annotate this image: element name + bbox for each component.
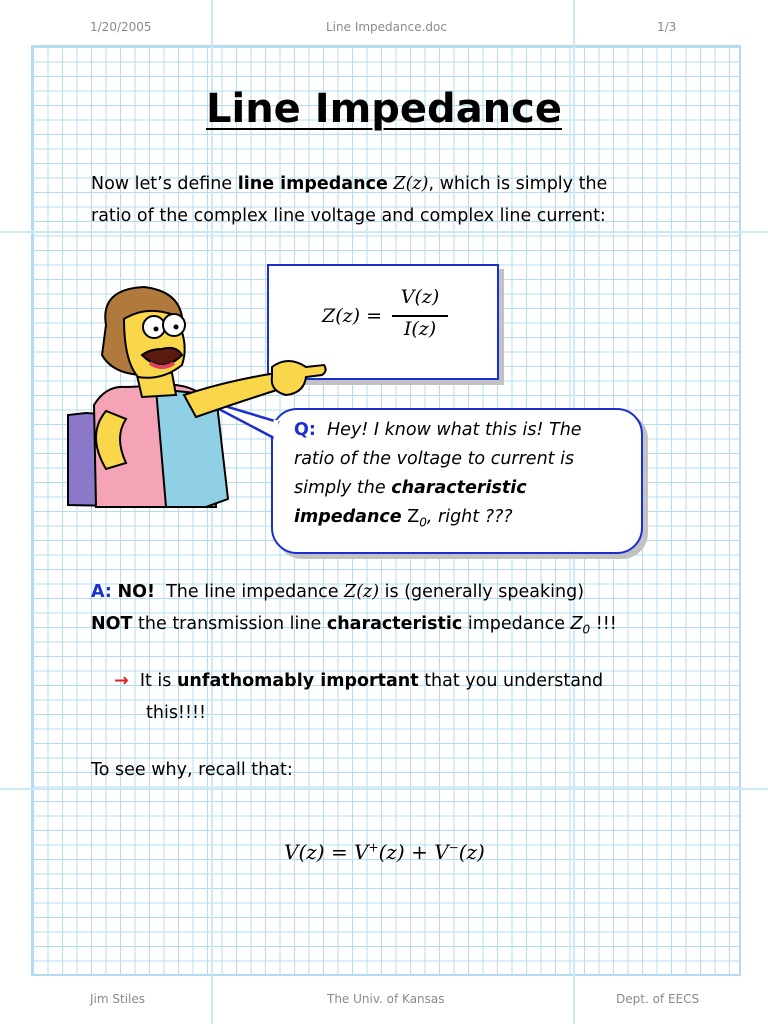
recall-text: To see why, recall that:	[91, 760, 293, 780]
question-line-4-post: , right ???	[426, 507, 513, 527]
question-text	[294, 416, 582, 538]
answer-text-1-post: is (generally speaking)	[379, 582, 585, 602]
bullet-bold: unfathomably important	[176, 671, 419, 691]
footer-university: The Univ. of Kansas	[327, 992, 445, 1006]
equation1-lhs: Z(z) =	[322, 305, 382, 327]
intro-line-1	[91, 168, 607, 200]
header-date: 1/20/2005	[90, 20, 152, 34]
answer-label: A:	[91, 582, 112, 602]
equation2-v-plus: V(z) = V	[284, 840, 369, 864]
question-z-sub: 0	[419, 515, 427, 530]
answer-text-1: The line impedance	[166, 582, 345, 602]
footer-department: Dept. of EECS	[616, 992, 700, 1006]
answer-text-2: the transmission line	[132, 614, 327, 634]
equation2-plus-sup: +	[368, 840, 379, 855]
answer-math-z: Z(z)	[344, 582, 380, 602]
header-filename: Line Impedance.doc	[326, 20, 447, 34]
equation2-end: (z)	[458, 840, 485, 864]
intro-line-2: ratio of the complex line voltage and complex line current:	[91, 206, 606, 226]
answer-line-2	[91, 608, 617, 646]
bullet-text-pre: It is	[139, 671, 177, 691]
fraction-bar	[392, 315, 448, 317]
equation1-numerator: V(z)	[400, 286, 440, 308]
answer-not: NOT	[91, 614, 133, 634]
intro-text-post: , which is simply the	[428, 174, 608, 194]
answer-exclaim: !!!	[590, 614, 617, 634]
margin-rule-bottom	[0, 788, 768, 790]
question-bold-characteristic: characteristic	[391, 478, 527, 498]
answer-no: NO!	[117, 582, 155, 602]
equation2-minus-sup: −	[448, 840, 459, 855]
answer-line-1	[91, 576, 584, 608]
answer-bold-characteristic: characteristic	[326, 614, 463, 634]
cartoon-character-pointing	[66, 285, 328, 511]
bullet-text-post: that you understand	[418, 671, 604, 691]
equation2	[284, 840, 485, 864]
bullet-line-2: this!!!!	[146, 703, 206, 723]
answer-text-2-post: impedance	[462, 614, 571, 634]
question-z: Z	[407, 507, 420, 527]
intro-text: Now let’s define	[91, 174, 238, 194]
bullet-line-1	[114, 665, 603, 697]
equation1-denominator: I(z)	[403, 318, 437, 340]
question-bold-impedance: impedance	[294, 507, 402, 527]
footer-author: Jim Stiles	[90, 992, 146, 1006]
equation2-mid: (z) + V	[378, 840, 449, 864]
question-line-3: simply the	[294, 478, 392, 498]
answer-z: Z	[570, 614, 583, 634]
intro-bold-term: line impedance	[237, 174, 388, 194]
answer-z-sub: 0	[582, 622, 591, 637]
intro-math-z: Z(z)	[393, 174, 429, 194]
arrow-icon: →	[114, 671, 129, 691]
header-page: 1/3	[657, 20, 677, 34]
question-line-2: ratio of the voltage to current is	[294, 449, 575, 469]
margin-rule-left	[211, 0, 213, 1024]
page-title: Line Impedance	[206, 86, 562, 132]
question-line-1: Hey! I know what this is! The	[327, 420, 582, 440]
question-label: Q:	[294, 420, 316, 440]
